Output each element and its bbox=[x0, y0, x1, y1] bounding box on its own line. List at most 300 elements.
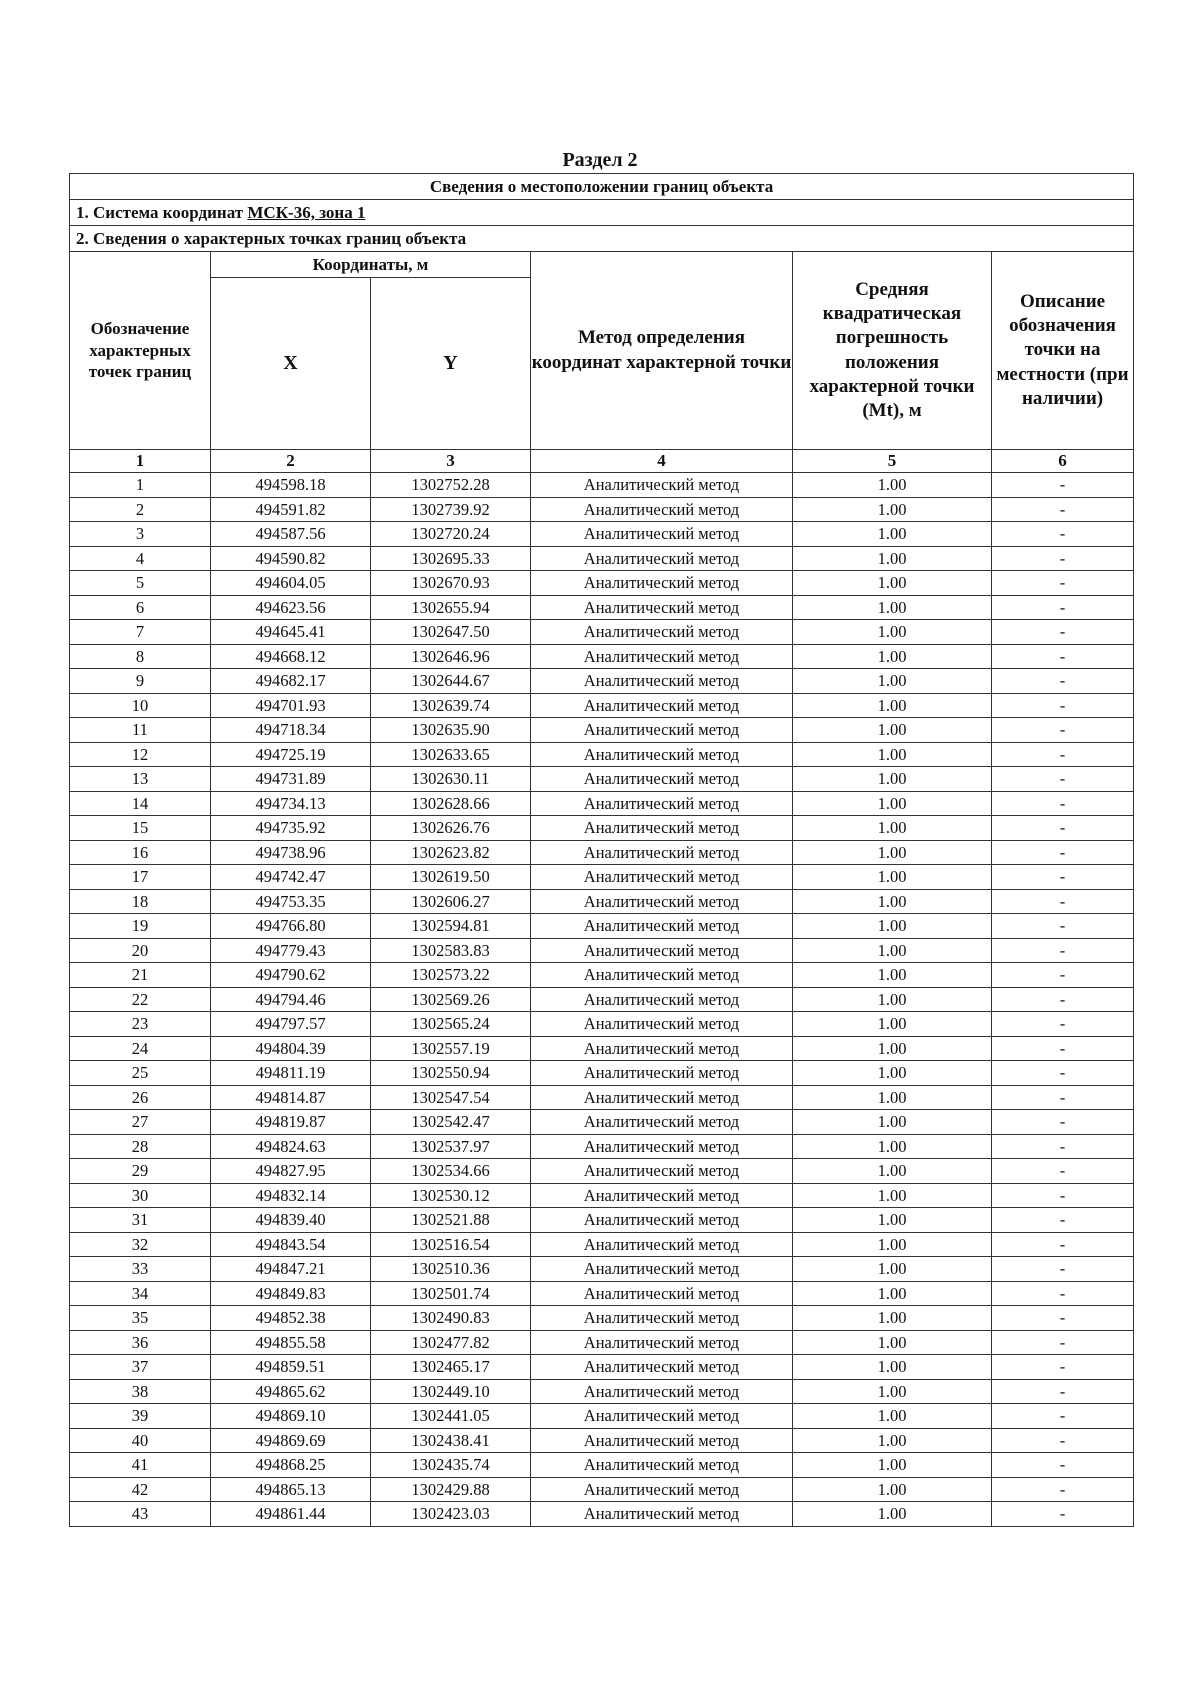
description-cell: - bbox=[992, 791, 1134, 816]
description-cell: - bbox=[992, 571, 1134, 596]
y-coordinate-cell: 1302639.74 bbox=[371, 693, 531, 718]
point-number-cell: 40 bbox=[70, 1428, 211, 1453]
method-cell: Аналитический метод bbox=[531, 522, 793, 547]
x-coordinate-cell: 494861.44 bbox=[211, 1502, 371, 1527]
method-cell: Аналитический метод bbox=[531, 791, 793, 816]
points-heading: 2. Сведения о характерных точках границ объекта bbox=[70, 226, 1134, 252]
error-cell: 1.00 bbox=[793, 644, 992, 669]
x-coordinate-cell: 494591.82 bbox=[211, 497, 371, 522]
x-coordinate-cell: 494645.41 bbox=[211, 620, 371, 645]
point-number-cell: 24 bbox=[70, 1036, 211, 1061]
table-row bbox=[70, 914, 1134, 939]
table-row bbox=[70, 1404, 1134, 1429]
point-number-cell: 17 bbox=[70, 865, 211, 890]
method-cell: Аналитический метод bbox=[531, 889, 793, 914]
table-title: Сведения о местоположении границ объекта bbox=[70, 174, 1134, 200]
error-cell: 1.00 bbox=[793, 620, 992, 645]
point-number-cell: 10 bbox=[70, 693, 211, 718]
point-number-cell: 23 bbox=[70, 1012, 211, 1037]
x-coordinate-cell: 494734.13 bbox=[211, 791, 371, 816]
point-number-cell: 21 bbox=[70, 963, 211, 988]
boundary-points-table bbox=[69, 173, 1134, 1527]
error-cell: 1.00 bbox=[793, 816, 992, 841]
y-coordinate-cell: 1302530.12 bbox=[371, 1183, 531, 1208]
error-cell: 1.00 bbox=[793, 1306, 992, 1331]
description-cell: - bbox=[992, 1281, 1134, 1306]
error-cell: 1.00 bbox=[793, 718, 992, 743]
method-cell: Аналитический метод bbox=[531, 644, 793, 669]
error-cell: 1.00 bbox=[793, 571, 992, 596]
method-cell: Аналитический метод bbox=[531, 1502, 793, 1527]
description-cell: - bbox=[992, 889, 1134, 914]
error-cell: 1.00 bbox=[793, 1061, 992, 1086]
method-cell: Аналитический метод bbox=[531, 1085, 793, 1110]
point-number-cell: 31 bbox=[70, 1208, 211, 1233]
error-cell: 1.00 bbox=[793, 473, 992, 498]
point-number-cell: 33 bbox=[70, 1257, 211, 1282]
point-number-cell: 7 bbox=[70, 620, 211, 645]
point-number-cell: 9 bbox=[70, 669, 211, 694]
table-row bbox=[70, 889, 1134, 914]
x-coordinate-cell: 494824.63 bbox=[211, 1134, 371, 1159]
point-number-cell: 2 bbox=[70, 497, 211, 522]
error-cell: 1.00 bbox=[793, 865, 992, 890]
point-number-cell: 12 bbox=[70, 742, 211, 767]
x-coordinate-cell: 494718.34 bbox=[211, 718, 371, 743]
error-cell: 1.00 bbox=[793, 1379, 992, 1404]
method-cell: Аналитический метод bbox=[531, 1477, 793, 1502]
point-number-cell: 16 bbox=[70, 840, 211, 865]
y-coordinate-cell: 1302619.50 bbox=[371, 865, 531, 890]
x-coordinate-cell: 494804.39 bbox=[211, 1036, 371, 1061]
method-cell: Аналитический метод bbox=[531, 669, 793, 694]
table-row bbox=[70, 546, 1134, 571]
x-coordinate-cell: 494869.10 bbox=[211, 1404, 371, 1429]
error-cell: 1.00 bbox=[793, 1183, 992, 1208]
method-cell: Аналитический метод bbox=[531, 1036, 793, 1061]
point-number-cell: 4 bbox=[70, 546, 211, 571]
header-designation: Обозначение характерных точек границ bbox=[70, 252, 211, 450]
x-coordinate-cell: 494814.87 bbox=[211, 1085, 371, 1110]
y-coordinate-cell: 1302594.81 bbox=[371, 914, 531, 939]
table-row bbox=[70, 1428, 1134, 1453]
error-cell: 1.00 bbox=[793, 497, 992, 522]
description-cell: - bbox=[992, 693, 1134, 718]
method-cell: Аналитический метод bbox=[531, 840, 793, 865]
x-coordinate-cell: 494766.80 bbox=[211, 914, 371, 939]
description-cell: - bbox=[992, 1502, 1134, 1527]
y-coordinate-cell: 1302438.41 bbox=[371, 1428, 531, 1453]
y-coordinate-cell: 1302739.92 bbox=[371, 497, 531, 522]
y-coordinate-cell: 1302441.05 bbox=[371, 1404, 531, 1429]
description-cell: - bbox=[992, 987, 1134, 1012]
table-row bbox=[70, 1502, 1134, 1527]
description-cell: - bbox=[992, 1232, 1134, 1257]
error-cell: 1.00 bbox=[793, 889, 992, 914]
table-row bbox=[70, 987, 1134, 1012]
table-row bbox=[70, 840, 1134, 865]
description-cell: - bbox=[992, 1183, 1134, 1208]
table-row bbox=[70, 791, 1134, 816]
x-coordinate-cell: 494832.14 bbox=[211, 1183, 371, 1208]
table-row bbox=[70, 1379, 1134, 1404]
x-coordinate-cell: 494827.95 bbox=[211, 1159, 371, 1184]
table-row bbox=[70, 571, 1134, 596]
y-coordinate-cell: 1302720.24 bbox=[371, 522, 531, 547]
y-coordinate-cell: 1302633.65 bbox=[371, 742, 531, 767]
point-number-cell: 15 bbox=[70, 816, 211, 841]
point-number-cell: 5 bbox=[70, 571, 211, 596]
description-cell: - bbox=[992, 1208, 1134, 1233]
table-row bbox=[70, 767, 1134, 792]
x-coordinate-cell: 494731.89 bbox=[211, 767, 371, 792]
y-coordinate-cell: 1302477.82 bbox=[371, 1330, 531, 1355]
table-row bbox=[70, 497, 1134, 522]
table-row bbox=[70, 1183, 1134, 1208]
point-number-cell: 32 bbox=[70, 1232, 211, 1257]
description-cell: - bbox=[992, 1306, 1134, 1331]
description-cell: - bbox=[992, 669, 1134, 694]
column-number: 4 bbox=[531, 450, 793, 473]
point-number-cell: 1 bbox=[70, 473, 211, 498]
point-number-cell: 11 bbox=[70, 718, 211, 743]
y-coordinate-cell: 1302547.54 bbox=[371, 1085, 531, 1110]
table-row bbox=[70, 595, 1134, 620]
description-cell: - bbox=[992, 1404, 1134, 1429]
column-number: 2 bbox=[211, 450, 371, 473]
y-coordinate-cell: 1302423.03 bbox=[371, 1502, 531, 1527]
header-x: X bbox=[211, 278, 371, 450]
y-coordinate-cell: 1302435.74 bbox=[371, 1453, 531, 1478]
error-cell: 1.00 bbox=[793, 938, 992, 963]
header-y: Y bbox=[371, 278, 531, 450]
description-cell: - bbox=[992, 963, 1134, 988]
error-cell: 1.00 bbox=[793, 1355, 992, 1380]
description-cell: - bbox=[992, 718, 1134, 743]
point-number-cell: 18 bbox=[70, 889, 211, 914]
method-cell: Аналитический метод bbox=[531, 1330, 793, 1355]
point-number-cell: 28 bbox=[70, 1134, 211, 1159]
y-coordinate-cell: 1302429.88 bbox=[371, 1477, 531, 1502]
description-cell: - bbox=[992, 1061, 1134, 1086]
description-cell: - bbox=[992, 914, 1134, 939]
method-cell: Аналитический метод bbox=[531, 914, 793, 939]
method-cell: Аналитический метод bbox=[531, 742, 793, 767]
description-cell: - bbox=[992, 1379, 1134, 1404]
y-coordinate-cell: 1302569.26 bbox=[371, 987, 531, 1012]
error-cell: 1.00 bbox=[793, 1159, 992, 1184]
table-row bbox=[70, 473, 1134, 498]
y-coordinate-cell: 1302521.88 bbox=[371, 1208, 531, 1233]
method-cell: Аналитический метод bbox=[531, 595, 793, 620]
table-row bbox=[70, 1012, 1134, 1037]
method-cell: Аналитический метод bbox=[531, 987, 793, 1012]
y-coordinate-cell: 1302449.10 bbox=[371, 1379, 531, 1404]
description-cell: - bbox=[992, 1477, 1134, 1502]
error-cell: 1.00 bbox=[793, 1208, 992, 1233]
method-cell: Аналитический метод bbox=[531, 1134, 793, 1159]
description-cell: - bbox=[992, 1085, 1134, 1110]
point-number-cell: 36 bbox=[70, 1330, 211, 1355]
table-row bbox=[70, 1232, 1134, 1257]
x-coordinate-cell: 494735.92 bbox=[211, 816, 371, 841]
description-cell: - bbox=[992, 1453, 1134, 1478]
error-cell: 1.00 bbox=[793, 1453, 992, 1478]
error-cell: 1.00 bbox=[793, 963, 992, 988]
y-coordinate-cell: 1302644.67 bbox=[371, 669, 531, 694]
description-cell: - bbox=[992, 522, 1134, 547]
y-coordinate-cell: 1302557.19 bbox=[371, 1036, 531, 1061]
coordinate-system-row bbox=[70, 200, 1134, 226]
method-cell: Аналитический метод bbox=[531, 1012, 793, 1037]
table-body bbox=[70, 473, 1134, 1527]
y-coordinate-cell: 1302501.74 bbox=[371, 1281, 531, 1306]
method-cell: Аналитический метод bbox=[531, 1281, 793, 1306]
header-coordinates: Координаты, м bbox=[211, 252, 531, 278]
y-coordinate-cell: 1302626.76 bbox=[371, 816, 531, 841]
description-cell: - bbox=[992, 644, 1134, 669]
x-coordinate-cell: 494668.12 bbox=[211, 644, 371, 669]
y-coordinate-cell: 1302647.50 bbox=[371, 620, 531, 645]
x-coordinate-cell: 494742.47 bbox=[211, 865, 371, 890]
error-cell: 1.00 bbox=[793, 693, 992, 718]
point-number-cell: 29 bbox=[70, 1159, 211, 1184]
description-cell: - bbox=[992, 1257, 1134, 1282]
table-row bbox=[70, 1453, 1134, 1478]
description-cell: - bbox=[992, 938, 1134, 963]
method-cell: Аналитический метод bbox=[531, 1061, 793, 1086]
description-cell: - bbox=[992, 595, 1134, 620]
point-number-cell: 34 bbox=[70, 1281, 211, 1306]
x-coordinate-cell: 494604.05 bbox=[211, 571, 371, 596]
x-coordinate-cell: 494852.38 bbox=[211, 1306, 371, 1331]
table-row bbox=[70, 865, 1134, 890]
y-coordinate-cell: 1302537.97 bbox=[371, 1134, 531, 1159]
method-cell: Аналитический метод bbox=[531, 1110, 793, 1135]
point-number-cell: 42 bbox=[70, 1477, 211, 1502]
table-row bbox=[70, 816, 1134, 841]
description-cell: - bbox=[992, 1428, 1134, 1453]
y-coordinate-cell: 1302635.90 bbox=[371, 718, 531, 743]
point-number-cell: 22 bbox=[70, 987, 211, 1012]
table-row bbox=[70, 1306, 1134, 1331]
description-cell: - bbox=[992, 840, 1134, 865]
column-number: 1 bbox=[70, 450, 211, 473]
x-coordinate-cell: 494869.69 bbox=[211, 1428, 371, 1453]
method-cell: Аналитический метод bbox=[531, 963, 793, 988]
coordinate-system-label: 1. Система координат bbox=[76, 203, 244, 222]
table-row bbox=[70, 1208, 1134, 1233]
y-coordinate-cell: 1302465.17 bbox=[371, 1355, 531, 1380]
description-cell: - bbox=[992, 1110, 1134, 1135]
y-coordinate-cell: 1302695.33 bbox=[371, 546, 531, 571]
description-cell: - bbox=[992, 816, 1134, 841]
x-coordinate-cell: 494725.19 bbox=[211, 742, 371, 767]
method-cell: Аналитический метод bbox=[531, 620, 793, 645]
error-cell: 1.00 bbox=[793, 1428, 992, 1453]
x-coordinate-cell: 494790.62 bbox=[211, 963, 371, 988]
error-cell: 1.00 bbox=[793, 1036, 992, 1061]
point-number-cell: 27 bbox=[70, 1110, 211, 1135]
point-number-cell: 35 bbox=[70, 1306, 211, 1331]
table-row bbox=[70, 522, 1134, 547]
y-coordinate-cell: 1302630.11 bbox=[371, 767, 531, 792]
error-cell: 1.00 bbox=[793, 1257, 992, 1282]
description-cell: - bbox=[992, 1330, 1134, 1355]
method-cell: Аналитический метод bbox=[531, 767, 793, 792]
x-coordinate-cell: 494849.83 bbox=[211, 1281, 371, 1306]
error-cell: 1.00 bbox=[793, 742, 992, 767]
y-coordinate-cell: 1302655.94 bbox=[371, 595, 531, 620]
error-cell: 1.00 bbox=[793, 669, 992, 694]
x-coordinate-cell: 494794.46 bbox=[211, 987, 371, 1012]
x-coordinate-cell: 494797.57 bbox=[211, 1012, 371, 1037]
x-coordinate-cell: 494590.82 bbox=[211, 546, 371, 571]
x-coordinate-cell: 494859.51 bbox=[211, 1355, 371, 1380]
point-number-cell: 38 bbox=[70, 1379, 211, 1404]
y-coordinate-cell: 1302542.47 bbox=[371, 1110, 531, 1135]
error-cell: 1.00 bbox=[793, 791, 992, 816]
table-row bbox=[70, 1110, 1134, 1135]
error-cell: 1.00 bbox=[793, 595, 992, 620]
y-coordinate-cell: 1302573.22 bbox=[371, 963, 531, 988]
point-number-cell: 8 bbox=[70, 644, 211, 669]
x-coordinate-cell: 494587.56 bbox=[211, 522, 371, 547]
y-coordinate-cell: 1302628.66 bbox=[371, 791, 531, 816]
point-number-cell: 25 bbox=[70, 1061, 211, 1086]
point-number-cell: 13 bbox=[70, 767, 211, 792]
method-cell: Аналитический метод bbox=[531, 571, 793, 596]
table-row bbox=[70, 938, 1134, 963]
column-number: 6 bbox=[992, 450, 1134, 473]
x-coordinate-cell: 494811.19 bbox=[211, 1061, 371, 1086]
method-cell: Аналитический метод bbox=[531, 865, 793, 890]
method-cell: Аналитический метод bbox=[531, 938, 793, 963]
table-row bbox=[70, 963, 1134, 988]
table-row bbox=[70, 620, 1134, 645]
point-number-cell: 39 bbox=[70, 1404, 211, 1429]
point-number-cell: 6 bbox=[70, 595, 211, 620]
x-coordinate-cell: 494865.13 bbox=[211, 1477, 371, 1502]
y-coordinate-cell: 1302606.27 bbox=[371, 889, 531, 914]
method-cell: Аналитический метод bbox=[531, 497, 793, 522]
table-row bbox=[70, 1036, 1134, 1061]
x-coordinate-cell: 494701.93 bbox=[211, 693, 371, 718]
x-coordinate-cell: 494779.43 bbox=[211, 938, 371, 963]
error-cell: 1.00 bbox=[793, 1134, 992, 1159]
error-cell: 1.00 bbox=[793, 987, 992, 1012]
header-error: Средняя квадратическая погрешность положения характерной точки (Mt), м bbox=[793, 252, 992, 450]
error-cell: 1.00 bbox=[793, 1502, 992, 1527]
error-cell: 1.00 bbox=[793, 1085, 992, 1110]
description-cell: - bbox=[992, 620, 1134, 645]
coordinate-system-value: МСК-36, зона 1 bbox=[247, 203, 366, 222]
y-coordinate-cell: 1302583.83 bbox=[371, 938, 531, 963]
x-coordinate-cell: 494623.56 bbox=[211, 595, 371, 620]
table-row bbox=[70, 1330, 1134, 1355]
y-coordinate-cell: 1302516.54 bbox=[371, 1232, 531, 1257]
y-coordinate-cell: 1302550.94 bbox=[371, 1061, 531, 1086]
description-cell: - bbox=[992, 1355, 1134, 1380]
method-cell: Аналитический метод bbox=[531, 1306, 793, 1331]
description-cell: - bbox=[992, 497, 1134, 522]
description-cell: - bbox=[992, 473, 1134, 498]
column-number: 5 bbox=[793, 450, 992, 473]
table-row bbox=[70, 1134, 1134, 1159]
y-coordinate-cell: 1302670.93 bbox=[371, 571, 531, 596]
point-number-cell: 26 bbox=[70, 1085, 211, 1110]
method-cell: Аналитический метод bbox=[531, 1404, 793, 1429]
error-cell: 1.00 bbox=[793, 546, 992, 571]
description-cell: - bbox=[992, 1159, 1134, 1184]
description-cell: - bbox=[992, 767, 1134, 792]
description-cell: - bbox=[992, 742, 1134, 767]
point-number-cell: 30 bbox=[70, 1183, 211, 1208]
y-coordinate-cell: 1302565.24 bbox=[371, 1012, 531, 1037]
table-row bbox=[70, 693, 1134, 718]
table-row bbox=[70, 1477, 1134, 1502]
y-coordinate-cell: 1302490.83 bbox=[371, 1306, 531, 1331]
description-cell: - bbox=[992, 1012, 1134, 1037]
x-coordinate-cell: 494839.40 bbox=[211, 1208, 371, 1233]
y-coordinate-cell: 1302646.96 bbox=[371, 644, 531, 669]
x-coordinate-cell: 494865.62 bbox=[211, 1379, 371, 1404]
table-row bbox=[70, 644, 1134, 669]
x-coordinate-cell: 494847.21 bbox=[211, 1257, 371, 1282]
y-coordinate-cell: 1302752.28 bbox=[371, 473, 531, 498]
error-cell: 1.00 bbox=[793, 1232, 992, 1257]
x-coordinate-cell: 494682.17 bbox=[211, 669, 371, 694]
description-cell: - bbox=[992, 865, 1134, 890]
method-cell: Аналитический метод bbox=[531, 1453, 793, 1478]
error-cell: 1.00 bbox=[793, 1477, 992, 1502]
method-cell: Аналитический метод bbox=[531, 1379, 793, 1404]
x-coordinate-cell: 494855.58 bbox=[211, 1330, 371, 1355]
method-cell: Аналитический метод bbox=[531, 718, 793, 743]
method-cell: Аналитический метод bbox=[531, 1183, 793, 1208]
method-cell: Аналитический метод bbox=[531, 1257, 793, 1282]
point-number-cell: 20 bbox=[70, 938, 211, 963]
method-cell: Аналитический метод bbox=[531, 693, 793, 718]
method-cell: Аналитический метод bbox=[531, 1159, 793, 1184]
method-cell: Аналитический метод bbox=[531, 1428, 793, 1453]
header-method: Метод определения координат характерной точки bbox=[531, 252, 793, 450]
error-cell: 1.00 bbox=[793, 840, 992, 865]
table-row bbox=[70, 742, 1134, 767]
description-cell: - bbox=[992, 1036, 1134, 1061]
point-number-cell: 14 bbox=[70, 791, 211, 816]
method-cell: Аналитический метод bbox=[531, 473, 793, 498]
error-cell: 1.00 bbox=[793, 914, 992, 939]
point-number-cell: 3 bbox=[70, 522, 211, 547]
table-row bbox=[70, 1281, 1134, 1306]
x-coordinate-cell: 494598.18 bbox=[211, 473, 371, 498]
x-coordinate-cell: 494868.25 bbox=[211, 1453, 371, 1478]
table-row bbox=[70, 1257, 1134, 1282]
point-number-cell: 19 bbox=[70, 914, 211, 939]
description-cell: - bbox=[992, 1134, 1134, 1159]
x-coordinate-cell: 494738.96 bbox=[211, 840, 371, 865]
table-row bbox=[70, 1355, 1134, 1380]
method-cell: Аналитический метод bbox=[531, 1232, 793, 1257]
table-row bbox=[70, 718, 1134, 743]
error-cell: 1.00 bbox=[793, 522, 992, 547]
table-row bbox=[70, 669, 1134, 694]
description-cell: - bbox=[992, 546, 1134, 571]
point-number-cell: 41 bbox=[70, 1453, 211, 1478]
table-row bbox=[70, 1061, 1134, 1086]
x-coordinate-cell: 494843.54 bbox=[211, 1232, 371, 1257]
